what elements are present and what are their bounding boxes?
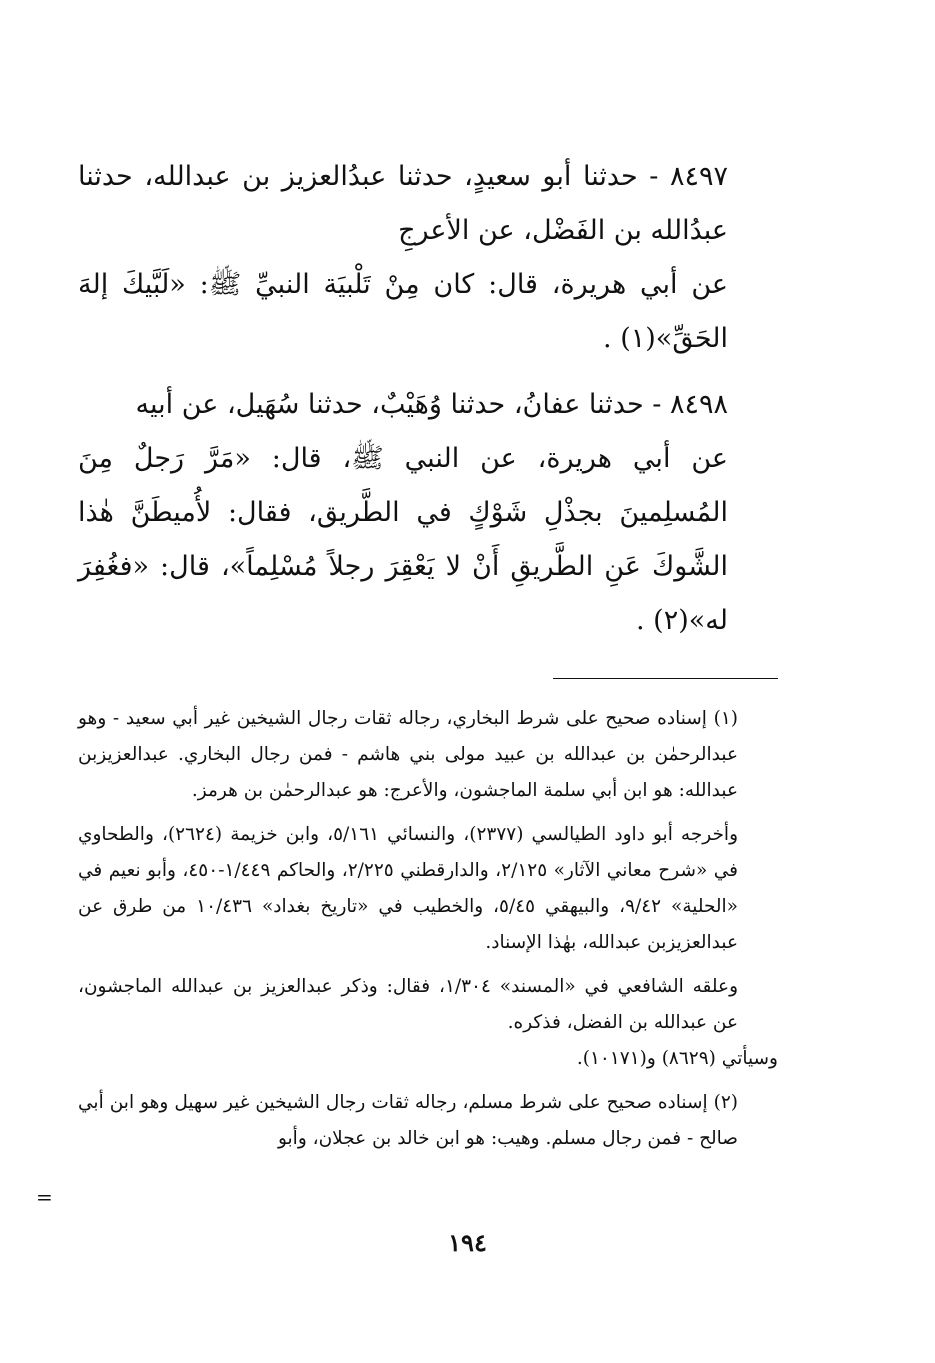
footnote-1-crossref: وسيأتي (٨٦٢٩) و(١٠١٧١). (576, 1048, 778, 1069)
hadith-isnad: ٨٤٩٨ - حدثنا عفانُ، حدثنا وُهَيْبٌ، حدثنا سُهَيل، عن أبيه (135, 389, 728, 420)
footnote-separator (553, 678, 778, 679)
hadith-8498 (78, 378, 778, 648)
footnote-2: (٢) إسناده صحيح على شرط مسلم، رجاله ثقات رجال الشيخين غير سهيل وهو ابن أبي صالح - فمن رجال مسلم. وهيب: هو ابن خالد بن عجلان، وأبو (78, 1092, 738, 1149)
page-body (78, 150, 778, 1157)
page-number: ١٩٤ (448, 1228, 487, 1257)
hadith-isnad: ٨٤٩٧ - حدثنا أبو سعيدٍ، حدثنا عبدُالعزيز بن عبدالله، حدثنا عبدُالله بن الفَضْل، عن الأعرجِ (78, 161, 728, 246)
footnote-1-takhrij: وأخرجه أبو داود الطيالسي (٢٣٧٧)، والنسائي ٥/١٦١، وابن خزيمة (٢٦٢٤)، والطحاوي في «شرح معاني الآثار» ٢/١٢٥، والدارقطني ٢/٢٢٥، والحاكم ١/٤٤٩-٤٥٠، وأبو نعيم في «الحلية» ٩/٤٢، والبيهقي ٥/٤٥، والخطيب في «تاريخ بغداد» ١٠/٤٣٦ من طرق عن عبدالعزيزبن عبدالله، بهٰذا الإسناد. (78, 824, 739, 953)
hadith-matn: عن أبي هريرة، قال: كان مِنْ تَلْبيَة النبيِّ ﷺ: «لَبَّيكَ إلهَ الحَقِّ»(١) . (78, 269, 728, 354)
hadith-matn: عن أبي هريرة، عن النبي ﷺ، قال: «مَرَّ رَجلٌ مِنَ المُسلِمينَ بجذْلِ شَوْكٍ في الطَّريق، فقال: لأُميطَنَّ هٰذا الشَّوكَ عَنِ الطَّريقِ أَنْ لا يَعْقِرَ رجلاً مُسْلِماً»، قال: «فغُفِرَ له»(٢) . (78, 443, 728, 636)
footnote-1: (١) إسناده صحيح على شرط البخاري، رجاله ثقات رجال الشيخين غير أبي سعيد - وهو عبدالرحمٰن بن عبدالله بن عبيد مولى بني هاشم - فمن رجال البخاري. عبدالعزيزبن عبدالله: هو ابن أبي سلمة الماجشون، والأعرج: هو عبدالرحمٰن بن هرمز. (78, 708, 738, 801)
hadith-8497 (78, 150, 778, 366)
continuation-mark: = (36, 1185, 53, 1209)
footnotes (78, 701, 778, 1157)
footnote-1-taliq: وعلقه الشافعي في «المسند» ١/٣٠٤، فقال: وذكر عبدالعزيز بن عبدالله الماجشون، عن عبدالله بن الفضل، فذكره. (78, 976, 739, 1033)
